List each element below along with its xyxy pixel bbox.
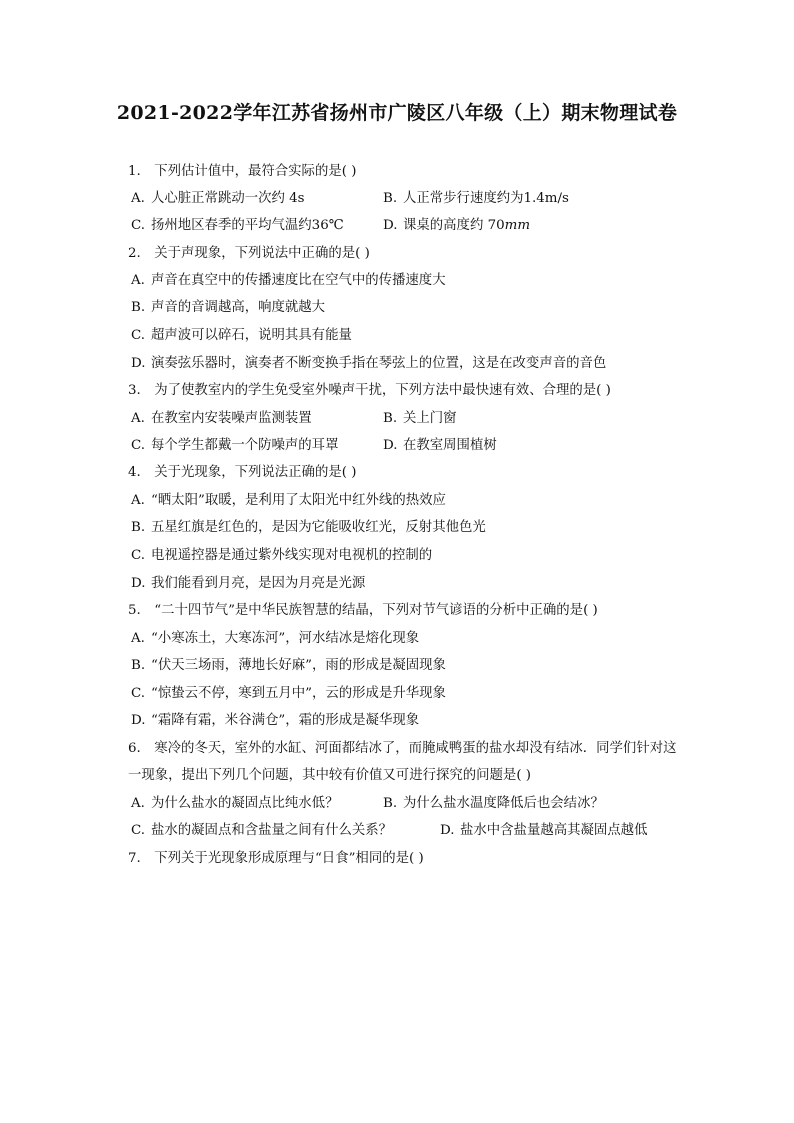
option-label: C.: [131, 438, 146, 453]
option-text: “小寒冻土，大寒冻河”，河水结冰是熔化现象: [151, 631, 420, 646]
question-6: [128, 740, 677, 758]
option-3d: [383, 437, 497, 455]
option-label: C.: [131, 218, 146, 233]
question-number: 5.: [128, 603, 141, 618]
option-4c: [131, 547, 432, 565]
option-label: A.: [131, 493, 145, 508]
option-4b: [131, 519, 486, 537]
question-text: 寒冷的冬天，室外的水缸、河面都结冰了，而腌咸鸭蛋的盐水却没有结冰．同学们针对这: [154, 741, 677, 756]
option-1b: [383, 190, 569, 208]
question-number: 1.: [128, 164, 141, 179]
option-text: 为什么盐水温度降低后也会结冰？: [403, 796, 604, 811]
option-1c: [131, 217, 344, 235]
exam-title: 2021-2022学年江苏省扬州市广陵区八年级（上）期末物理试卷: [116, 102, 678, 124]
option-6d: [440, 822, 647, 840]
option-label: A.: [131, 631, 145, 646]
option-5b: [131, 657, 446, 675]
option-label: D.: [131, 713, 146, 728]
question-text: 为了使教室内的学生免受室外噪声干扰，下列方法中最快速有效、合理的是( ): [154, 383, 611, 398]
option-text: “惊蛰云不停，寒到五月中”，云的形成是升华现象: [151, 686, 446, 701]
option-label: A.: [131, 411, 145, 426]
option-text: 在教室内安装噪声监测装置: [151, 411, 312, 426]
question-1: [128, 163, 356, 181]
option-3b: [383, 410, 457, 428]
question-number: 2.: [128, 246, 141, 261]
option-6b: [383, 795, 604, 813]
option-2a: [131, 272, 446, 290]
option-text: 盐水中含盐量越高其凝固点越低: [460, 823, 648, 838]
option-text: 为什么盐水的凝固点比纯水低？: [151, 796, 339, 811]
option-text: 人心脏正常跳动一次约 4s: [151, 191, 305, 206]
option-text: “晒太阳”取暖，是利用了太阳光中红外线的热效应: [151, 493, 446, 508]
question-number: 6.: [128, 741, 141, 756]
question-2: [128, 245, 370, 263]
option-text: “伏天三场雨，薄地长好麻”，雨的形成是凝固现象: [151, 658, 446, 673]
option-label: C.: [131, 548, 146, 563]
option-label: A.: [131, 191, 145, 206]
option-label: D.: [131, 576, 146, 591]
option-label: D.: [383, 438, 398, 453]
option-label: B.: [131, 300, 146, 315]
option-label: B.: [383, 411, 398, 426]
option-text: 课桌的高度约 70: [403, 218, 505, 233]
option-label: A.: [131, 273, 145, 288]
option-text: 盐水的凝固点和含盐量之间有什么关系？: [151, 823, 393, 838]
option-5a: [131, 630, 419, 648]
option-label: B.: [383, 191, 398, 206]
option-4a: [131, 492, 446, 510]
option-2c: [131, 327, 352, 345]
option-6c: [131, 822, 392, 840]
question-number: 7.: [128, 851, 141, 866]
question-text: 关于光现象，下列说法正确的是( ): [154, 465, 357, 480]
question-5: [128, 602, 598, 620]
question-text: “二十四节气”是中华民族智慧的结晶，下列对节气谚语的分析中正确的是( ): [154, 603, 598, 618]
question-number: 3.: [128, 383, 141, 398]
option-text: 关上门窗: [403, 411, 457, 426]
question-3: [128, 382, 611, 400]
option-text: 我们能看到月亮，是因为月亮是光源: [151, 576, 366, 591]
option-text: 声音在真空中的传播速度比在空气中的传播速度大: [151, 273, 446, 288]
question-text: 下列估计值中，最符合实际的是( ): [154, 164, 357, 179]
option-label: B.: [131, 520, 146, 535]
option-label: D.: [383, 218, 398, 233]
option-text: 在教室周围植树: [403, 438, 497, 453]
option-text: 演奏弦乐器时，演奏者不断变换手指在琴弦上的位置，这是在改变声音的音色: [151, 356, 607, 371]
option-3c: [131, 437, 338, 455]
option-2d: [131, 355, 606, 373]
option-label: D.: [131, 356, 146, 371]
option-text: “霜降有霜，米谷满仓”，霜的形成是凝华现象: [151, 713, 420, 728]
option-1d: [383, 217, 530, 235]
option-text: 超声波可以碎石，说明其具有能量: [151, 328, 352, 343]
question-text: 下列关于光现象形成原理与“日食”相同的是( ): [154, 851, 424, 866]
option-label: C.: [131, 823, 146, 838]
option-5d: [131, 712, 419, 730]
option-label: B.: [131, 658, 146, 673]
question-4: [128, 464, 356, 482]
option-label: D.: [440, 823, 455, 838]
option-text: 人正常步行速度约为1.4m/s: [403, 191, 569, 206]
option-text: 每个学生都戴一个防噪声的耳罩: [151, 438, 339, 453]
option-unit: mm: [504, 218, 531, 233]
option-5c: [131, 685, 446, 703]
option-text: 扬州地区春季的平均气温约36℃: [151, 218, 344, 233]
question-number: 4.: [128, 465, 141, 480]
option-2b: [131, 299, 325, 317]
option-label: C.: [131, 686, 146, 701]
option-1a: [131, 190, 305, 208]
option-label: C.: [131, 328, 146, 343]
question-text: 关于声现象，下列说法中正确的是( ): [154, 246, 370, 261]
option-text: 声音的音调越高，响度就越大: [151, 300, 326, 315]
option-text: 电视遥控器是通过紫外线实现对电视机的控制的: [151, 548, 433, 563]
option-label: B.: [383, 796, 398, 811]
option-3a: [131, 410, 312, 428]
question-7: [128, 850, 424, 868]
option-6a: [131, 795, 338, 813]
option-4d: [131, 575, 365, 593]
option-label: A.: [131, 796, 145, 811]
option-text: 五星红旗是红色的，是因为它能吸收红光，反射其他色光: [151, 520, 486, 535]
question-6-continuation: 一现象，提出下列几个问题，其中较有价值又可进行探究的问题是( ): [128, 768, 532, 783]
